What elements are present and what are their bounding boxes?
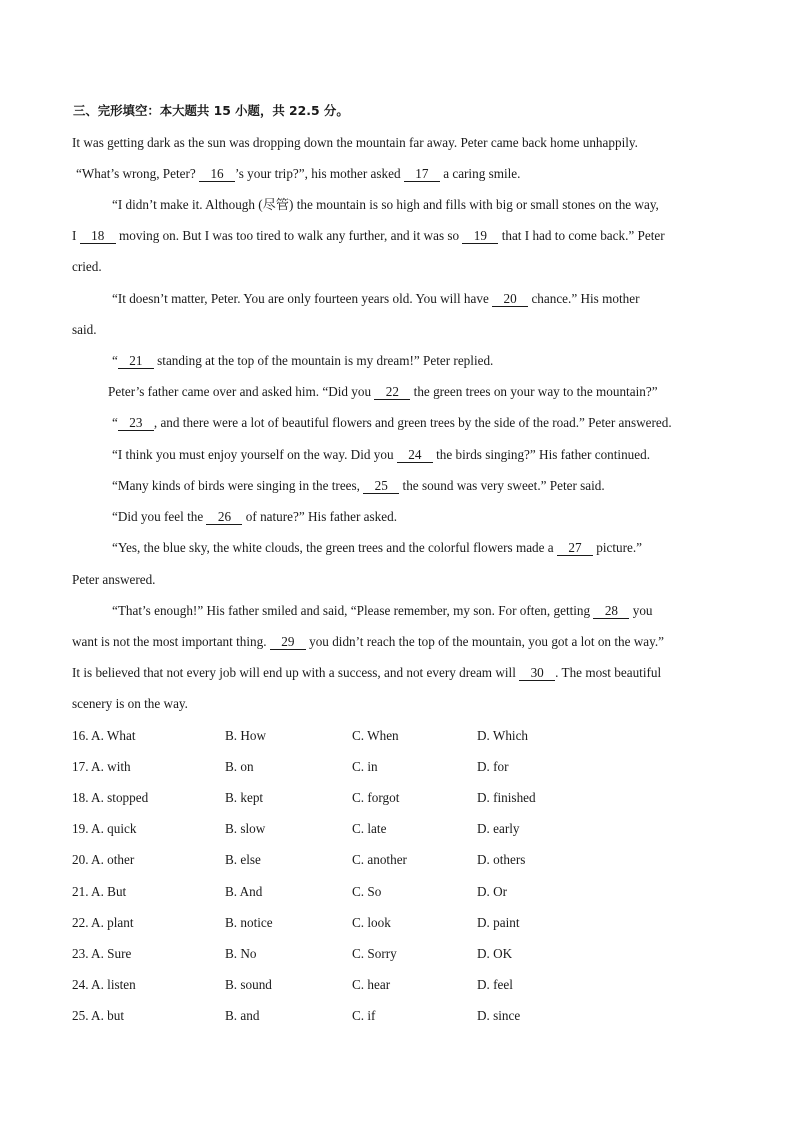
passage-text: chance.” His mother (528, 291, 640, 306)
option-b: B. How (225, 728, 267, 743)
passage-text: “It doesn’t matter, Peter. You are only fourteen years old. You will have (112, 291, 493, 306)
passage-text: It is believed that not every job will end up with a success, and not every dream will (72, 665, 520, 680)
passage-text: . The most beautiful (555, 665, 662, 680)
passage-text: “Did you feel the (112, 509, 207, 524)
passage-text: you (629, 603, 653, 618)
option-b: B. And (225, 884, 263, 899)
option-d: D. OK (477, 946, 513, 961)
passage-text: “ (112, 415, 118, 430)
passage-text: “Many kinds of birds were singing in the trees, (112, 478, 364, 493)
passage-text: ’s your trip?”, his mother asked (235, 166, 404, 181)
option-b: B. slow (225, 821, 266, 836)
option-d: D. feel (477, 977, 513, 992)
passage-text: the sound was very sweet.” Peter said. (399, 478, 605, 493)
passage-line (72, 633, 664, 651)
blank-25: 25 (363, 479, 399, 494)
passage-line (72, 321, 97, 339)
option-a: 24. A. listen (72, 977, 136, 992)
option-c: C. So (352, 884, 382, 899)
option-row (72, 820, 712, 838)
passage-text: , and there were a lot of beautiful flowers and green trees by the side of the road.” Peter answered. (153, 415, 672, 430)
option-b: B. sound (225, 977, 272, 992)
passage-line (112, 602, 653, 620)
passage-line (112, 508, 397, 526)
blank-16: 16 (199, 167, 235, 182)
blank-27: 27 (557, 541, 593, 556)
option-d: D. Or (477, 884, 508, 899)
passage-text: of nature?” His father asked. (242, 509, 397, 524)
passage-line (108, 383, 658, 401)
option-b: B. No (225, 946, 257, 961)
passage-line (72, 134, 638, 152)
option-a: 22. A. plant (72, 915, 134, 930)
passage-line (112, 352, 493, 370)
option-a: 18. A. stopped (72, 790, 149, 805)
blank-30: 30 (519, 666, 555, 681)
passage-text: standing at the top of the mountain is my dream!” Peter replied. (153, 353, 494, 368)
option-a: 19. A. quick (72, 821, 137, 836)
blank-22: 22 (374, 385, 410, 400)
passage-line (112, 414, 672, 432)
option-d: D. for (477, 759, 509, 774)
passage-text: moving on. But I was too tired to walk any further, and it was so (115, 228, 463, 243)
passage-text: Peter answered. (72, 572, 156, 587)
option-row (72, 727, 712, 745)
option-d: D. finished (477, 790, 536, 805)
passage-text: said. (72, 322, 97, 337)
passage-line (112, 196, 659, 214)
passage-text: Peter’s father came over and asked him. “Did you (108, 384, 375, 399)
passage-text: “ (112, 353, 118, 368)
option-a: 21. A. But (72, 884, 127, 899)
option-b: B. notice (225, 915, 273, 930)
passage-text: the birds singing?” His father continued. (432, 447, 651, 462)
passage-text: the green trees on your way to the mountain?” (410, 384, 658, 399)
option-d: D. since (477, 1008, 521, 1023)
option-c: C. forgot (352, 790, 400, 805)
blank-23: 23 (118, 416, 154, 431)
passage-text: “What’s wrong, Peter? (76, 166, 200, 181)
option-c: C. When (352, 728, 399, 743)
blank-28: 28 (593, 604, 629, 619)
option-d: D. paint (477, 915, 520, 930)
option-row (72, 1007, 712, 1025)
option-row (72, 758, 712, 776)
passage-line (72, 571, 155, 589)
option-a: 20. A. other (72, 852, 135, 867)
passage-text: “I think you must enjoy yourself on the way. Did you (112, 447, 397, 462)
passage-line (112, 446, 650, 464)
blank-26: 26 (206, 510, 242, 525)
option-row (72, 851, 712, 869)
option-a: 17. A. with (72, 759, 131, 774)
passage-text: “That’s enough!” His father smiled and said, “Please remember, my son. For often, getting (112, 603, 594, 618)
option-c: C. in (352, 759, 378, 774)
passage-text: picture.” (592, 540, 643, 555)
option-c: C. late (352, 821, 387, 836)
option-a: 25. A. but (72, 1008, 125, 1023)
option-d: D. others (477, 852, 526, 867)
option-c: C. if (352, 1008, 376, 1023)
option-c: C. hear (352, 977, 391, 992)
option-row (72, 945, 712, 963)
option-b: B. kept (225, 790, 264, 805)
passage-line (112, 290, 639, 308)
option-row (72, 883, 712, 901)
blank-21: 21 (118, 354, 154, 369)
option-b: B. on (225, 759, 254, 774)
option-a: 16. A. What (72, 728, 136, 743)
passage-text: want is not the most important thing. (72, 634, 270, 649)
blank-19: 19 (462, 229, 498, 244)
passage-text: It was getting dark as the sun was dropping down the mountain far away. Peter came back home unhappily. (72, 135, 638, 150)
passage-line (112, 477, 605, 495)
passage-line (112, 539, 642, 557)
option-d: D. Which (477, 728, 529, 743)
passage-line (72, 664, 661, 682)
option-c: C. look (352, 915, 391, 930)
blank-17: 17 (404, 167, 440, 182)
blank-29: 29 (270, 635, 306, 650)
passage-line (72, 258, 102, 276)
passage-text: a caring smile. (439, 166, 521, 181)
option-b: B. and (225, 1008, 260, 1023)
option-c: C. another (352, 852, 407, 867)
option-d: D. early (477, 821, 520, 836)
passage-line (72, 695, 188, 713)
passage-text: that I had to come back.” Peter (498, 228, 665, 243)
blank-20: 20 (492, 292, 528, 307)
blank-18: 18 (80, 229, 116, 244)
passage-line (76, 165, 520, 183)
passage-text: you didn’t reach the top of the mountain, you got a lot on the way.” (305, 634, 664, 649)
option-row (72, 976, 712, 994)
section-heading: 三、完形填空：本大题共 15 小题，共 22.5 分。 (73, 103, 349, 118)
passage-text: “Yes, the blue sky, the white clouds, the green trees and the colorful flowers made a (112, 540, 557, 555)
passage-line (72, 227, 665, 245)
passage-text: scenery is on the way. (72, 696, 188, 711)
passage-text: “I didn’t make it. Although (尽管) the mountain is so high and fills with big or small stones on the way, (112, 197, 659, 212)
option-row (72, 914, 712, 932)
passage-text: cried. (72, 259, 102, 274)
blank-24: 24 (397, 448, 433, 463)
option-a: 23. A. Sure (72, 946, 132, 961)
option-c: C. Sorry (352, 946, 397, 961)
option-row (72, 789, 712, 807)
passage-text: I (72, 228, 80, 243)
option-b: B. else (225, 852, 261, 867)
